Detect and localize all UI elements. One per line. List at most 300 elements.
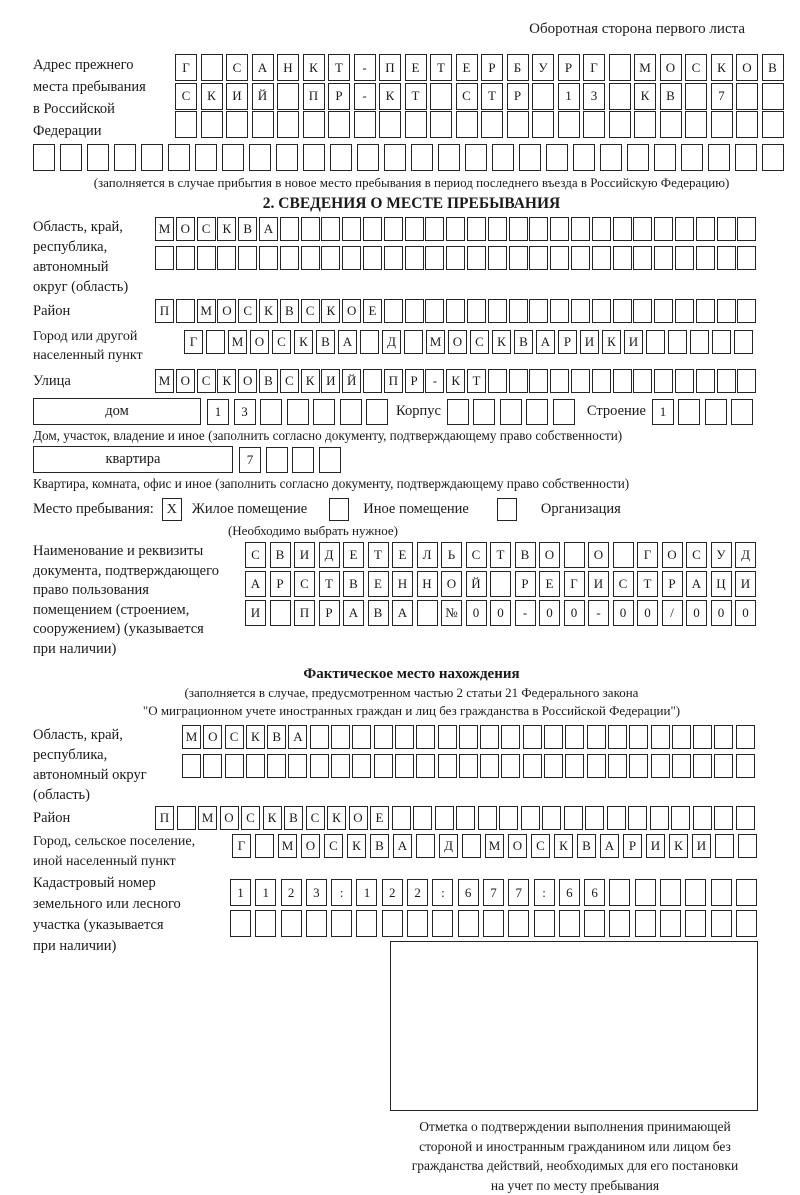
char-cell[interactable] bbox=[714, 754, 733, 778]
char-cell[interactable] bbox=[587, 754, 606, 778]
char-cell[interactable] bbox=[544, 725, 563, 749]
char-cell[interactable] bbox=[395, 725, 414, 749]
char-cell[interactable] bbox=[705, 399, 727, 425]
char-cell[interactable] bbox=[206, 330, 225, 354]
char-cell[interactable]: С bbox=[272, 330, 291, 354]
char-cell[interactable]: К bbox=[446, 369, 465, 393]
char-cell[interactable]: А bbox=[600, 834, 619, 858]
char-cell[interactable] bbox=[650, 806, 669, 830]
char-cell[interactable]: О bbox=[250, 330, 269, 354]
char-cell[interactable] bbox=[607, 806, 626, 830]
char-cell[interactable]: К bbox=[259, 299, 278, 323]
char-cell[interactable]: 7 bbox=[711, 83, 733, 110]
char-cell[interactable]: В bbox=[514, 330, 533, 354]
prev-address-row-1[interactable] bbox=[175, 54, 784, 81]
char-cell[interactable] bbox=[592, 246, 611, 270]
checkbox-other-premises[interactable] bbox=[329, 498, 349, 521]
char-cell[interactable]: В bbox=[762, 54, 784, 81]
char-cell[interactable] bbox=[685, 111, 707, 138]
char-cell[interactable] bbox=[629, 754, 648, 778]
char-cell[interactable] bbox=[277, 111, 299, 138]
char-cell[interactable] bbox=[467, 246, 486, 270]
char-cell[interactable] bbox=[490, 571, 511, 597]
prev-address-row-4[interactable] bbox=[33, 144, 790, 171]
char-cell[interactable]: И bbox=[588, 571, 609, 597]
char-cell[interactable] bbox=[384, 299, 403, 323]
char-cell[interactable] bbox=[425, 246, 444, 270]
char-cell[interactable]: В bbox=[577, 834, 596, 858]
region-row-2[interactable] bbox=[155, 246, 756, 270]
char-cell[interactable] bbox=[331, 725, 350, 749]
char-cell[interactable] bbox=[634, 111, 656, 138]
char-cell[interactable] bbox=[446, 246, 465, 270]
char-cell[interactable] bbox=[523, 725, 542, 749]
char-cell[interactable] bbox=[238, 246, 257, 270]
char-cell[interactable]: 3 bbox=[583, 83, 605, 110]
char-cell[interactable] bbox=[550, 217, 569, 241]
char-cell[interactable]: Г bbox=[175, 54, 197, 81]
char-cell[interactable]: Н bbox=[417, 571, 438, 597]
char-cell[interactable]: И bbox=[321, 369, 340, 393]
char-cell[interactable] bbox=[319, 447, 341, 473]
char-cell[interactable] bbox=[681, 144, 703, 171]
char-cell[interactable] bbox=[592, 369, 611, 393]
house-number-boxes[interactable] bbox=[207, 399, 388, 425]
char-cell[interactable]: 0 bbox=[637, 600, 658, 626]
char-cell[interactable] bbox=[303, 111, 325, 138]
char-cell[interactable]: С bbox=[197, 217, 216, 241]
char-cell[interactable]: В bbox=[368, 600, 389, 626]
char-cell[interactable] bbox=[481, 111, 503, 138]
char-cell[interactable]: Т bbox=[368, 542, 389, 568]
char-cell[interactable] bbox=[592, 217, 611, 241]
char-cell[interactable] bbox=[417, 600, 438, 626]
char-cell[interactable] bbox=[478, 806, 497, 830]
char-cell[interactable]: К bbox=[602, 330, 621, 354]
char-cell[interactable] bbox=[492, 144, 514, 171]
char-cell[interactable] bbox=[499, 806, 518, 830]
char-cell[interactable] bbox=[411, 144, 433, 171]
char-cell[interactable] bbox=[405, 246, 424, 270]
char-cell[interactable]: Н bbox=[277, 54, 299, 81]
char-cell[interactable] bbox=[571, 217, 590, 241]
char-cell[interactable] bbox=[310, 725, 329, 749]
char-cell[interactable]: К bbox=[301, 369, 320, 393]
document-row-1[interactable] bbox=[245, 542, 756, 568]
char-cell[interactable]: Т bbox=[430, 54, 452, 81]
char-cell[interactable]: Р bbox=[507, 83, 529, 110]
char-cell[interactable]: Е bbox=[392, 542, 413, 568]
char-cell[interactable]: П bbox=[303, 83, 325, 110]
char-cell[interactable] bbox=[313, 399, 335, 425]
char-cell[interactable]: И bbox=[294, 542, 315, 568]
char-cell[interactable] bbox=[357, 144, 379, 171]
char-cell[interactable]: В bbox=[284, 806, 303, 830]
char-cell[interactable]: К bbox=[669, 834, 688, 858]
char-cell[interactable] bbox=[736, 754, 755, 778]
char-cell[interactable]: : bbox=[534, 879, 555, 906]
char-cell[interactable]: 2 bbox=[407, 879, 428, 906]
char-cell[interactable] bbox=[201, 54, 223, 81]
char-cell[interactable]: В bbox=[238, 217, 257, 241]
char-cell[interactable]: Д bbox=[382, 330, 401, 354]
char-cell[interactable] bbox=[696, 217, 715, 241]
char-cell[interactable]: О bbox=[660, 54, 682, 81]
actual-region-row-2[interactable] bbox=[182, 754, 755, 778]
char-cell[interactable] bbox=[714, 806, 733, 830]
char-cell[interactable]: Р bbox=[558, 330, 577, 354]
char-cell[interactable] bbox=[407, 910, 428, 937]
char-cell[interactable] bbox=[736, 83, 758, 110]
char-cell[interactable]: В bbox=[343, 571, 364, 597]
char-cell[interactable] bbox=[685, 83, 707, 110]
char-cell[interactable]: К bbox=[379, 83, 401, 110]
char-cell[interactable]: А bbox=[245, 571, 266, 597]
char-cell[interactable]: В bbox=[316, 330, 335, 354]
char-cell[interactable]: А bbox=[536, 330, 555, 354]
char-cell[interactable] bbox=[488, 246, 507, 270]
char-cell[interactable] bbox=[252, 111, 274, 138]
char-cell[interactable] bbox=[459, 725, 478, 749]
char-cell[interactable]: Г bbox=[232, 834, 251, 858]
char-cell[interactable] bbox=[736, 725, 755, 749]
char-cell[interactable]: К bbox=[217, 217, 236, 241]
char-cell[interactable]: А bbox=[338, 330, 357, 354]
char-cell[interactable]: - bbox=[425, 369, 444, 393]
char-cell[interactable] bbox=[715, 834, 734, 858]
char-cell[interactable]: С bbox=[226, 54, 248, 81]
char-cell[interactable]: С bbox=[175, 83, 197, 110]
char-cell[interactable] bbox=[225, 754, 244, 778]
char-cell[interactable] bbox=[654, 369, 673, 393]
char-cell[interactable]: Р bbox=[270, 571, 291, 597]
char-cell[interactable]: Т bbox=[467, 369, 486, 393]
char-cell[interactable]: 1 bbox=[558, 83, 580, 110]
char-cell[interactable]: И bbox=[580, 330, 599, 354]
char-cell[interactable] bbox=[633, 246, 652, 270]
char-cell[interactable]: 0 bbox=[735, 600, 756, 626]
char-cell[interactable] bbox=[501, 725, 520, 749]
char-cell[interactable] bbox=[583, 111, 605, 138]
char-cell[interactable] bbox=[660, 111, 682, 138]
char-cell[interactable]: 1 bbox=[356, 879, 377, 906]
char-cell[interactable]: 0 bbox=[466, 600, 487, 626]
char-cell[interactable] bbox=[114, 144, 136, 171]
char-cell[interactable] bbox=[288, 754, 307, 778]
char-cell[interactable] bbox=[646, 330, 665, 354]
char-cell[interactable] bbox=[395, 754, 414, 778]
char-cell[interactable] bbox=[416, 754, 435, 778]
char-cell[interactable] bbox=[246, 754, 265, 778]
korpus-boxes[interactable] bbox=[447, 399, 575, 425]
char-cell[interactable]: О bbox=[217, 299, 236, 323]
char-cell[interactable] bbox=[571, 299, 590, 323]
char-cell[interactable] bbox=[550, 299, 569, 323]
char-cell[interactable]: С bbox=[531, 834, 550, 858]
char-cell[interactable]: 6 bbox=[559, 879, 580, 906]
prev-address-row-3[interactable] bbox=[175, 111, 784, 138]
char-cell[interactable] bbox=[738, 834, 757, 858]
char-cell[interactable] bbox=[587, 725, 606, 749]
char-cell[interactable]: А bbox=[392, 600, 413, 626]
char-cell[interactable] bbox=[201, 111, 223, 138]
char-cell[interactable] bbox=[521, 806, 540, 830]
char-cell[interactable]: Е bbox=[405, 54, 427, 81]
char-cell[interactable] bbox=[446, 299, 465, 323]
char-cell[interactable]: Е bbox=[539, 571, 560, 597]
char-cell[interactable]: - bbox=[354, 83, 376, 110]
char-cell[interactable]: 0 bbox=[686, 600, 707, 626]
char-cell[interactable] bbox=[736, 111, 758, 138]
char-cell[interactable]: К bbox=[294, 330, 313, 354]
char-cell[interactable]: Л bbox=[417, 542, 438, 568]
char-cell[interactable]: Д bbox=[319, 542, 340, 568]
char-cell[interactable] bbox=[734, 330, 753, 354]
char-cell[interactable]: О bbox=[220, 806, 239, 830]
char-cell[interactable] bbox=[762, 111, 784, 138]
char-cell[interactable] bbox=[430, 83, 452, 110]
char-cell[interactable]: В bbox=[280, 299, 299, 323]
char-cell[interactable]: 0 bbox=[564, 600, 585, 626]
char-cell[interactable]: М bbox=[198, 806, 217, 830]
char-cell[interactable] bbox=[217, 246, 236, 270]
char-cell[interactable]: О bbox=[342, 299, 361, 323]
char-cell[interactable]: М bbox=[485, 834, 504, 858]
char-cell[interactable] bbox=[609, 83, 631, 110]
char-cell[interactable]: Т bbox=[637, 571, 658, 597]
char-cell[interactable] bbox=[366, 399, 388, 425]
char-cell[interactable] bbox=[762, 144, 784, 171]
char-cell[interactable] bbox=[438, 144, 460, 171]
char-cell[interactable]: К bbox=[303, 54, 325, 81]
char-cell[interactable]: 0 bbox=[613, 600, 634, 626]
char-cell[interactable]: Р bbox=[515, 571, 536, 597]
char-cell[interactable]: К bbox=[321, 299, 340, 323]
char-cell[interactable]: Й bbox=[466, 571, 487, 597]
char-cell[interactable]: В bbox=[267, 725, 286, 749]
char-cell[interactable]: 0 bbox=[539, 600, 560, 626]
prev-address-row-2[interactable] bbox=[175, 83, 784, 110]
char-cell[interactable] bbox=[374, 754, 393, 778]
char-cell[interactable] bbox=[546, 144, 568, 171]
char-cell[interactable] bbox=[432, 910, 453, 937]
char-cell[interactable] bbox=[542, 806, 561, 830]
char-cell[interactable] bbox=[60, 144, 82, 171]
char-cell[interactable]: Т bbox=[481, 83, 503, 110]
char-cell[interactable]: 2 bbox=[281, 879, 302, 906]
char-cell[interactable] bbox=[340, 399, 362, 425]
char-cell[interactable]: Ь bbox=[441, 542, 462, 568]
char-cell[interactable] bbox=[488, 369, 507, 393]
street-row[interactable] bbox=[155, 369, 756, 393]
char-cell[interactable] bbox=[737, 217, 756, 241]
char-cell[interactable]: В bbox=[660, 83, 682, 110]
char-cell[interactable] bbox=[306, 910, 327, 937]
char-cell[interactable] bbox=[550, 246, 569, 270]
char-cell[interactable] bbox=[711, 879, 732, 906]
char-cell[interactable]: О bbox=[588, 542, 609, 568]
char-cell[interactable] bbox=[331, 754, 350, 778]
char-cell[interactable] bbox=[255, 910, 276, 937]
char-cell[interactable] bbox=[737, 299, 756, 323]
char-cell[interactable] bbox=[717, 217, 736, 241]
char-cell[interactable]: А bbox=[252, 54, 274, 81]
char-cell[interactable] bbox=[226, 111, 248, 138]
char-cell[interactable]: Р bbox=[558, 54, 580, 81]
char-cell[interactable] bbox=[267, 754, 286, 778]
char-cell[interactable] bbox=[628, 806, 647, 830]
char-cell[interactable] bbox=[276, 144, 298, 171]
char-cell[interactable] bbox=[592, 299, 611, 323]
char-cell[interactable] bbox=[529, 299, 548, 323]
char-cell[interactable]: О bbox=[441, 571, 462, 597]
actual-city-row[interactable] bbox=[232, 834, 757, 871]
char-cell[interactable] bbox=[693, 754, 712, 778]
char-cell[interactable] bbox=[627, 144, 649, 171]
char-cell[interactable] bbox=[405, 111, 427, 138]
char-cell[interactable] bbox=[87, 144, 109, 171]
char-cell[interactable] bbox=[259, 246, 278, 270]
char-cell[interactable] bbox=[277, 83, 299, 110]
char-cell[interactable]: С bbox=[241, 806, 260, 830]
char-cell[interactable] bbox=[532, 83, 554, 110]
char-cell[interactable] bbox=[717, 299, 736, 323]
char-cell[interactable] bbox=[480, 754, 499, 778]
char-cell[interactable]: И bbox=[735, 571, 756, 597]
char-cell[interactable] bbox=[342, 217, 361, 241]
document-row-2[interactable] bbox=[245, 571, 756, 597]
char-cell[interactable]: Й bbox=[252, 83, 274, 110]
char-cell[interactable] bbox=[762, 83, 784, 110]
char-cell[interactable] bbox=[565, 754, 584, 778]
char-cell[interactable] bbox=[249, 144, 271, 171]
char-cell[interactable] bbox=[609, 54, 631, 81]
char-cell[interactable] bbox=[328, 111, 350, 138]
char-cell[interactable] bbox=[675, 246, 694, 270]
char-cell[interactable]: П bbox=[384, 369, 403, 393]
char-cell[interactable]: А bbox=[259, 217, 278, 241]
char-cell[interactable] bbox=[363, 246, 382, 270]
char-cell[interactable]: 6 bbox=[458, 879, 479, 906]
char-cell[interactable]: О bbox=[539, 542, 560, 568]
char-cell[interactable] bbox=[416, 834, 435, 858]
char-cell[interactable] bbox=[446, 217, 465, 241]
char-cell[interactable]: М bbox=[634, 54, 656, 81]
char-cell[interactable] bbox=[182, 754, 201, 778]
char-cell[interactable] bbox=[230, 910, 251, 937]
char-cell[interactable]: С bbox=[225, 725, 244, 749]
char-cell[interactable]: С bbox=[197, 369, 216, 393]
char-cell[interactable] bbox=[488, 299, 507, 323]
char-cell[interactable] bbox=[553, 399, 575, 425]
char-cell[interactable] bbox=[155, 246, 174, 270]
char-cell[interactable] bbox=[519, 144, 541, 171]
char-cell[interactable]: В bbox=[370, 834, 389, 858]
char-cell[interactable] bbox=[342, 246, 361, 270]
char-cell[interactable]: О bbox=[238, 369, 257, 393]
char-cell[interactable] bbox=[508, 910, 529, 937]
char-cell[interactable] bbox=[382, 910, 403, 937]
char-cell[interactable] bbox=[404, 330, 423, 354]
char-cell[interactable]: Е bbox=[370, 806, 389, 830]
char-cell[interactable]: Т bbox=[405, 83, 427, 110]
char-cell[interactable]: 1 bbox=[652, 399, 674, 425]
char-cell[interactable]: В bbox=[259, 369, 278, 393]
char-cell[interactable]: Е bbox=[456, 54, 478, 81]
char-cell[interactable] bbox=[654, 217, 673, 241]
char-cell[interactable]: М bbox=[426, 330, 445, 354]
char-cell[interactable]: Ц bbox=[711, 571, 732, 597]
char-cell[interactable] bbox=[321, 217, 340, 241]
char-cell[interactable] bbox=[711, 111, 733, 138]
char-cell[interactable]: У bbox=[532, 54, 554, 81]
char-cell[interactable] bbox=[280, 246, 299, 270]
char-cell[interactable] bbox=[384, 217, 403, 241]
char-cell[interactable]: А bbox=[686, 571, 707, 597]
char-cell[interactable]: Г bbox=[637, 542, 658, 568]
char-cell[interactable]: О bbox=[662, 542, 683, 568]
char-cell[interactable] bbox=[526, 399, 548, 425]
char-cell[interactable] bbox=[405, 217, 424, 241]
char-cell[interactable] bbox=[696, 369, 715, 393]
char-cell[interactable] bbox=[534, 910, 555, 937]
char-cell[interactable] bbox=[529, 369, 548, 393]
char-cell[interactable] bbox=[331, 910, 352, 937]
char-cell[interactable]: - bbox=[515, 600, 536, 626]
char-cell[interactable] bbox=[633, 369, 652, 393]
char-cell[interactable] bbox=[559, 910, 580, 937]
char-cell[interactable] bbox=[737, 369, 756, 393]
char-cell[interactable]: Д bbox=[439, 834, 458, 858]
char-cell[interactable]: Т bbox=[490, 542, 511, 568]
char-cell[interactable] bbox=[303, 144, 325, 171]
checkbox-residential[interactable]: X bbox=[162, 498, 182, 521]
char-cell[interactable]: 0 bbox=[490, 600, 511, 626]
char-cell[interactable] bbox=[352, 725, 371, 749]
char-cell[interactable] bbox=[384, 246, 403, 270]
char-cell[interactable] bbox=[737, 246, 756, 270]
char-cell[interactable] bbox=[425, 299, 444, 323]
char-cell[interactable] bbox=[507, 111, 529, 138]
char-cell[interactable]: М bbox=[278, 834, 297, 858]
char-cell[interactable] bbox=[550, 369, 569, 393]
char-cell[interactable]: И bbox=[646, 834, 665, 858]
char-cell[interactable] bbox=[529, 246, 548, 270]
char-cell[interactable]: 1 bbox=[255, 879, 276, 906]
char-cell[interactable]: М bbox=[182, 725, 201, 749]
char-cell[interactable]: К bbox=[327, 806, 346, 830]
char-cell[interactable]: С bbox=[470, 330, 489, 354]
char-cell[interactable] bbox=[222, 144, 244, 171]
char-cell[interactable]: К bbox=[634, 83, 656, 110]
char-cell[interactable]: М bbox=[197, 299, 216, 323]
stroenie-boxes[interactable] bbox=[652, 399, 754, 425]
char-cell[interactable]: С bbox=[324, 834, 343, 858]
char-cell[interactable]: М bbox=[228, 330, 247, 354]
char-cell[interactable] bbox=[736, 879, 757, 906]
char-cell[interactable]: Г bbox=[564, 571, 585, 597]
char-cell[interactable]: В bbox=[270, 542, 291, 568]
char-cell[interactable] bbox=[459, 754, 478, 778]
char-cell[interactable] bbox=[613, 299, 632, 323]
char-cell[interactable] bbox=[708, 144, 730, 171]
char-cell[interactable] bbox=[585, 806, 604, 830]
char-cell[interactable] bbox=[435, 806, 454, 830]
char-cell[interactable]: 2 bbox=[382, 879, 403, 906]
char-cell[interactable]: : bbox=[432, 879, 453, 906]
char-cell[interactable] bbox=[483, 910, 504, 937]
char-cell[interactable] bbox=[693, 725, 712, 749]
